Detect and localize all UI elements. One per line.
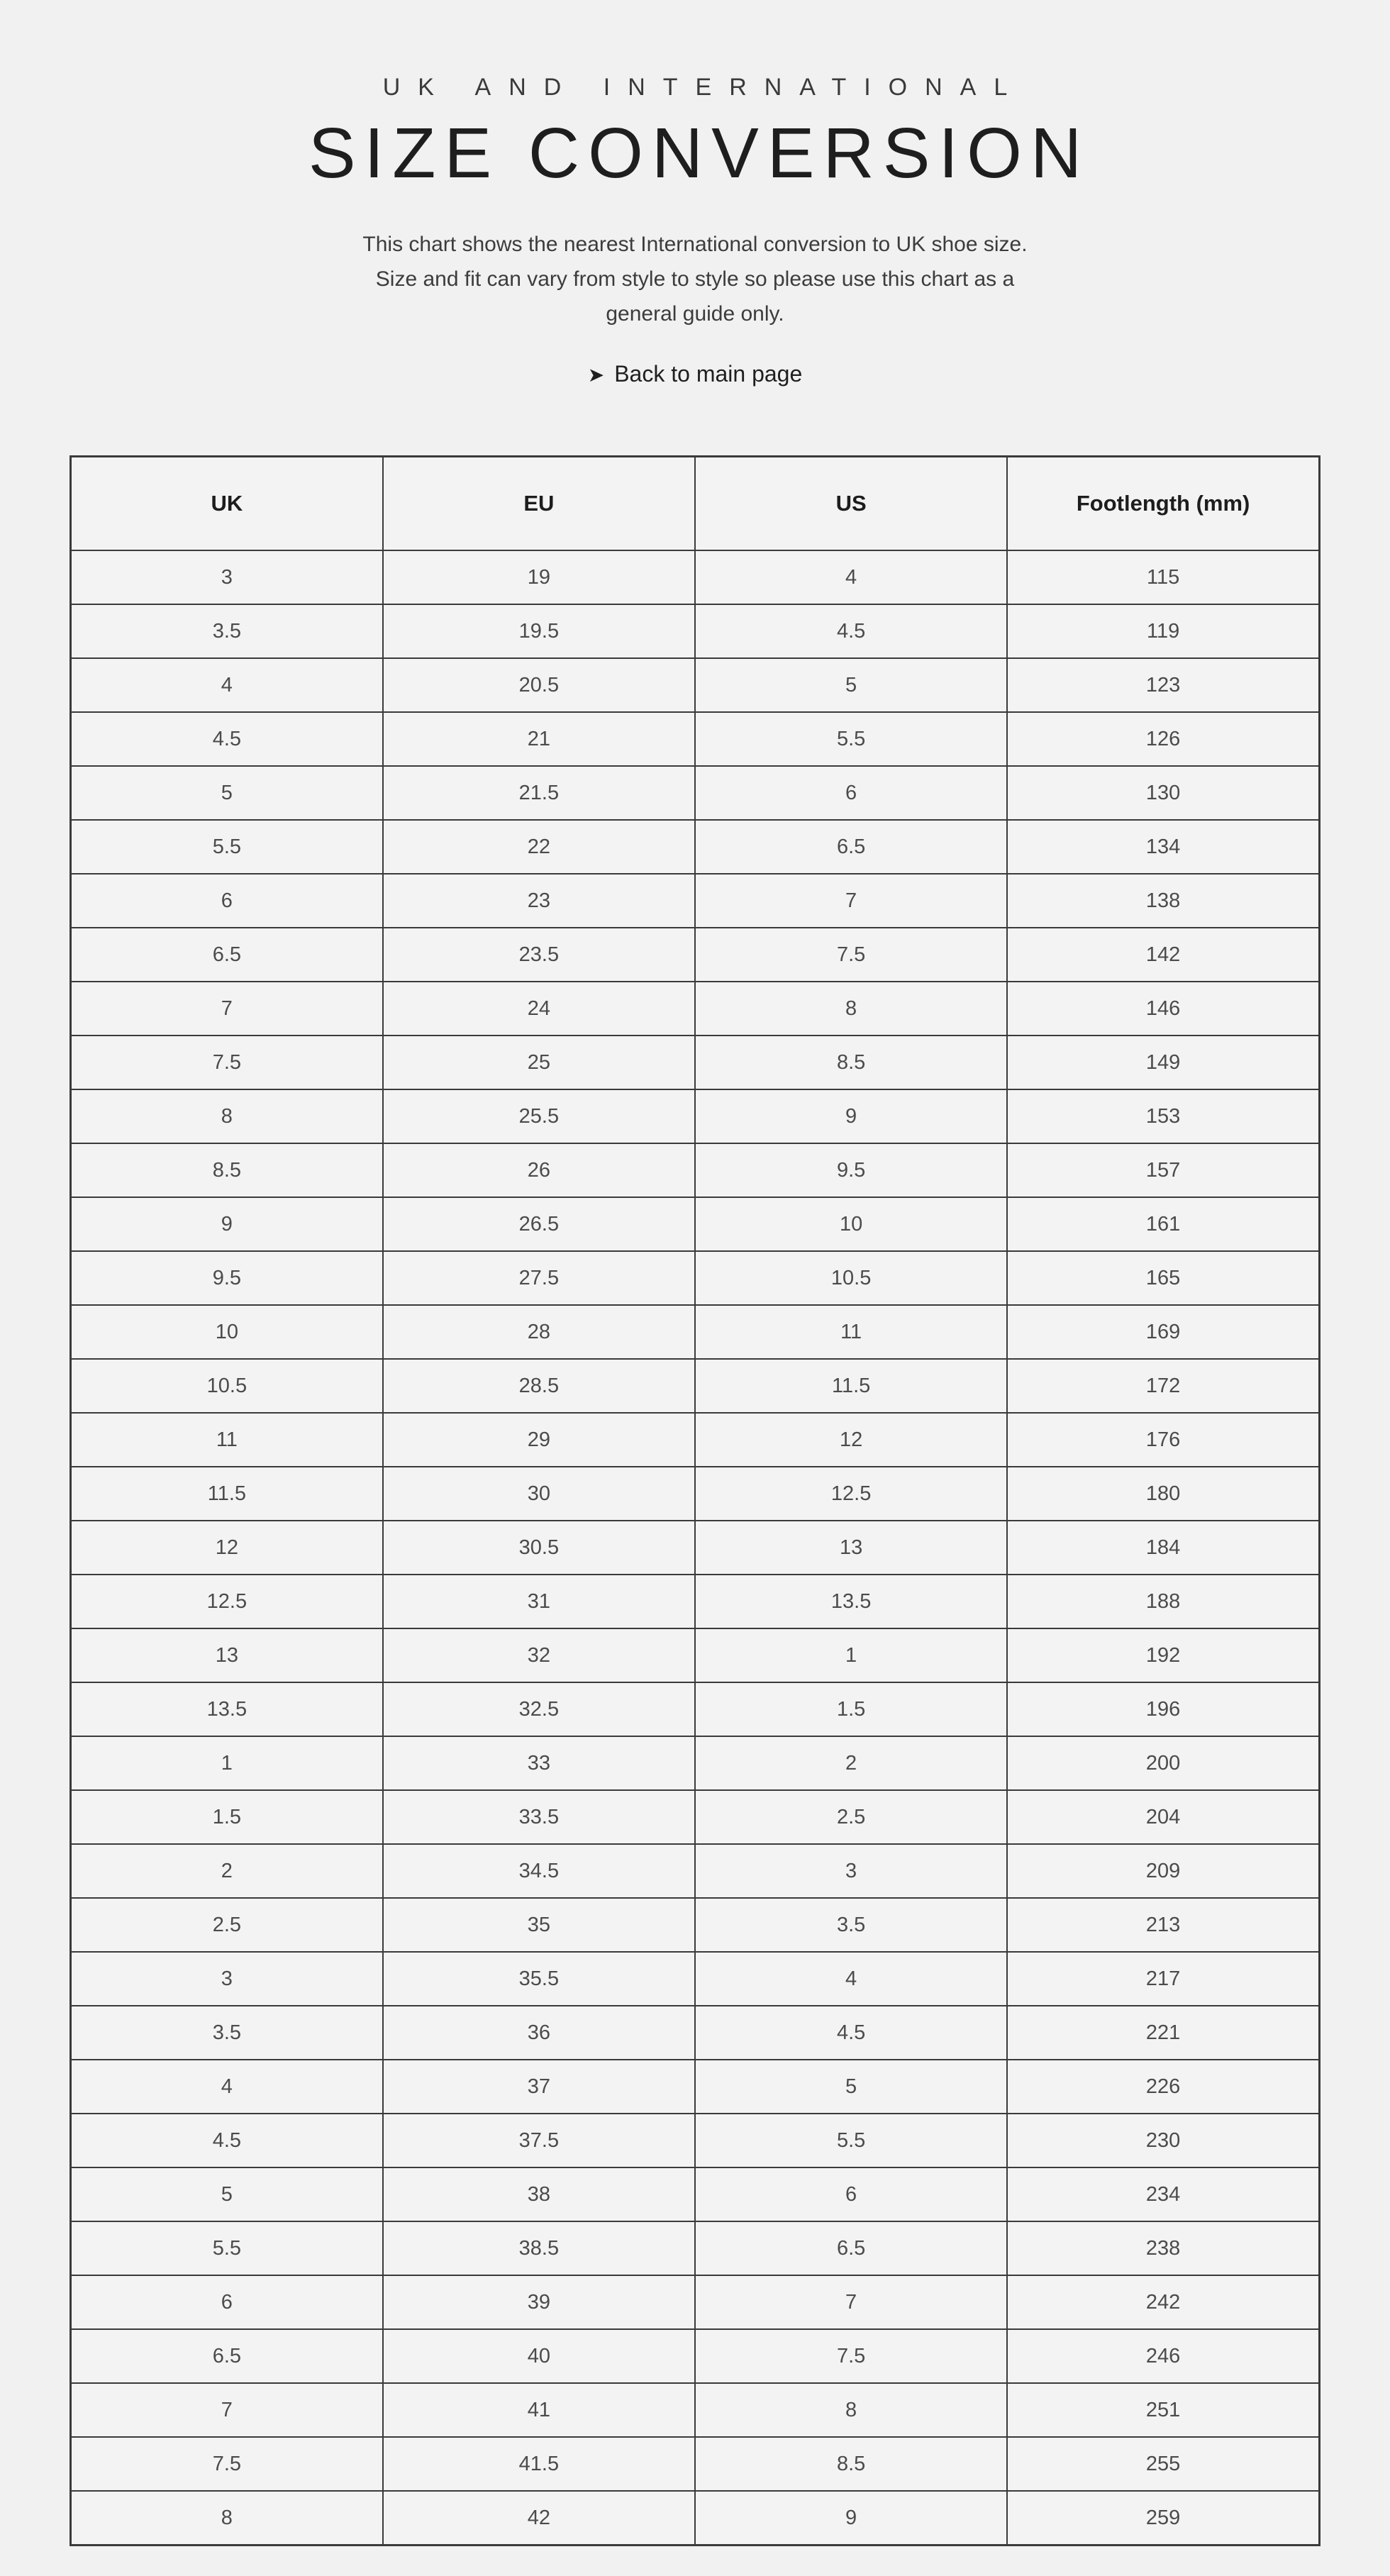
table-cell: 157 [1007,1143,1319,1197]
table-cell: 11 [695,1305,1007,1359]
table-cell: 6 [695,766,1007,820]
table-cell: 28.5 [383,1359,695,1413]
description-line: general guide only. [606,302,784,326]
table-cell: 12.5 [71,1575,383,1628]
table-cell: 115 [1007,550,1319,604]
eyebrow-title: UK AND INTERNATIONAL [382,74,1025,101]
table-row [71,1952,1320,2006]
table-cell: 7.5 [695,2329,1007,2383]
table-cell: 8.5 [695,2437,1007,2491]
table-row [71,658,1320,712]
table-cell: 40 [383,2329,695,2383]
table-cell: 27.5 [383,1251,695,1305]
table-cell: 4 [695,1952,1007,2006]
table-cell: 7 [71,2383,383,2437]
table-cell: 4.5 [71,712,383,766]
table-row [71,1305,1320,1359]
table-row [71,982,1320,1036]
table-cell: 41 [383,2383,695,2437]
back-link-label: Back to main page [614,361,803,387]
table-cell: 35 [383,1898,695,1952]
table-cell: 23.5 [383,928,695,982]
table-cell: 213 [1007,1898,1319,1952]
table-cell: 217 [1007,1952,1319,2006]
column-header-footlength-mm: Footlength (mm) [1007,457,1319,551]
table-cell: 13.5 [695,1575,1007,1628]
table-row [71,2060,1320,2114]
table-cell: 221 [1007,2006,1319,2060]
table-cell: 5.5 [695,712,1007,766]
table-cell: 21.5 [383,766,695,820]
table-cell: 6 [71,874,383,928]
table-row [71,2006,1320,2060]
table-cell: 13.5 [71,1682,383,1736]
table-cell: 20.5 [383,658,695,712]
table-cell: 226 [1007,2060,1319,2114]
description-line: This chart shows the nearest International conversion to UK shoe size. [362,233,1028,256]
table-cell: 9 [695,1089,1007,1143]
column-header-eu: EU [383,457,695,551]
table-cell: 7.5 [71,2437,383,2491]
table-row [71,1575,1320,1628]
table-row [71,1089,1320,1143]
column-header-us: US [695,457,1007,551]
table-cell: 25 [383,1036,695,1089]
table-row [71,1790,1320,1844]
table-cell: 204 [1007,1790,1319,1844]
table-cell: 12 [695,1413,1007,1467]
table-cell: 10 [695,1197,1007,1251]
table-cell: 34.5 [383,1844,695,1898]
table-cell: 28 [383,1305,695,1359]
table-cell: 32.5 [383,1682,695,1736]
table-cell: 119 [1007,604,1319,658]
table-cell: 5.5 [71,2221,383,2275]
table-cell: 3 [71,1952,383,2006]
table-cell: 255 [1007,2437,1319,2491]
table-cell: 13 [695,1521,1007,1575]
table-cell: 8 [695,2383,1007,2437]
table-cell: 134 [1007,820,1319,874]
table-cell: 8.5 [71,1143,383,1197]
table-row [71,1898,1320,1952]
table-cell: 39 [383,2275,695,2329]
table-cell: 5.5 [695,2114,1007,2167]
table-cell: 36 [383,2006,695,2060]
table-cell: 1.5 [71,1790,383,1844]
table-row [71,928,1320,982]
table-cell: 5 [71,766,383,820]
table-cell: 9 [71,1197,383,1251]
table-cell: 130 [1007,766,1319,820]
table-cell: 7 [695,874,1007,928]
table-head [71,457,1320,551]
table-cell: 6.5 [695,2221,1007,2275]
table-cell: 6 [71,2275,383,2329]
table-row [71,820,1320,874]
table-cell: 10.5 [695,1251,1007,1305]
table-cell: 29 [383,1413,695,1467]
arrow-right-icon: ➤ [587,364,605,386]
table-row [71,874,1320,928]
table-cell: 9 [695,2491,1007,2546]
table-row [71,1844,1320,1898]
table-cell: 31 [383,1575,695,1628]
table-cell: 172 [1007,1359,1319,1413]
table-cell: 3.5 [71,2006,383,2060]
table-cell: 35.5 [383,1952,695,2006]
table-row [71,2167,1320,2221]
table-cell: 42 [383,2491,695,2546]
table-row [71,1197,1320,1251]
table-row [71,2275,1320,2329]
table-cell: 21 [383,712,695,766]
table-cell: 4.5 [695,2006,1007,2060]
table-cell: 5 [695,2060,1007,2114]
table-cell: 4.5 [71,2114,383,2167]
table-cell: 142 [1007,928,1319,982]
table-cell: 10.5 [71,1359,383,1413]
table-cell: 184 [1007,1521,1319,1575]
table-cell: 1 [71,1736,383,1790]
table-cell: 230 [1007,2114,1319,2167]
table-cell: 38 [383,2167,695,2221]
table-cell: 5 [71,2167,383,2221]
column-header-uk: UK [71,457,383,551]
table-cell: 11.5 [695,1359,1007,1413]
table-row [71,2221,1320,2275]
table-cell: 3.5 [71,604,383,658]
table-cell: 11 [71,1413,383,1467]
table-cell: 33 [383,1736,695,1790]
table-cell: 1 [695,1628,1007,1682]
page-title: SIZE CONVERSION [308,113,1091,193]
table-cell: 10 [71,1305,383,1359]
back-link-row [0,331,1390,387]
table-cell: 180 [1007,1467,1319,1521]
table-row [71,604,1320,658]
table-cell: 238 [1007,2221,1319,2275]
table-row [71,766,1320,820]
table-row [71,1467,1320,1521]
table-cell: 8 [695,982,1007,1036]
table-cell: 192 [1007,1628,1319,1682]
table-cell: 6.5 [695,820,1007,874]
table-cell: 4 [695,550,1007,604]
description-text [269,227,1121,331]
table-cell: 30.5 [383,1521,695,1575]
table-row [71,1521,1320,1575]
table-cell: 37.5 [383,2114,695,2167]
table-row [71,1251,1320,1305]
table-cell: 4.5 [695,604,1007,658]
table-row [71,1413,1320,1467]
table-cell: 4 [71,2060,383,2114]
table-row [71,2437,1320,2491]
table-cell: 23 [383,874,695,928]
table-cell: 11.5 [71,1467,383,1521]
size-conversion-table [70,455,1320,2546]
table-cell: 3 [695,1844,1007,1898]
table-cell: 8 [71,1089,383,1143]
table-cell: 7 [695,2275,1007,2329]
table-cell: 1.5 [695,1682,1007,1736]
table-cell: 5.5 [71,820,383,874]
table-body [71,550,1320,2546]
table-cell: 8.5 [695,1036,1007,1089]
table-row [71,1359,1320,1413]
table-cell: 188 [1007,1575,1319,1628]
table-cell: 234 [1007,2167,1319,2221]
table-cell: 32 [383,1628,695,1682]
table-row [71,1736,1320,1790]
table-cell: 153 [1007,1089,1319,1143]
table-cell: 6.5 [71,2329,383,2383]
table-cell: 2 [71,1844,383,1898]
table-cell: 12 [71,1521,383,1575]
table-cell: 7.5 [71,1036,383,1089]
table-cell: 6 [695,2167,1007,2221]
table-row [71,550,1320,604]
table-row [71,712,1320,766]
table-row [71,1143,1320,1197]
table-cell: 19 [383,550,695,604]
back-to-main-page-link[interactable] [588,361,803,387]
table-cell: 242 [1007,2275,1319,2329]
table-cell: 2.5 [695,1790,1007,1844]
table-header-row [71,457,1320,551]
table-cell: 138 [1007,874,1319,928]
table-cell: 5 [695,658,1007,712]
table-cell: 19.5 [383,604,695,658]
table-cell: 246 [1007,2329,1319,2383]
table-cell: 169 [1007,1305,1319,1359]
table-row [71,2329,1320,2383]
table-cell: 9.5 [71,1251,383,1305]
table-cell: 13 [71,1628,383,1682]
table-row [71,1682,1320,1736]
table-cell: 9.5 [695,1143,1007,1197]
table-cell: 30 [383,1467,695,1521]
table-cell: 26.5 [383,1197,695,1251]
table-cell: 6.5 [71,928,383,982]
table-cell: 176 [1007,1413,1319,1467]
table-row [71,2491,1320,2546]
table-cell: 2.5 [71,1898,383,1952]
table-cell: 8 [71,2491,383,2546]
table-row [71,1628,1320,1682]
table-cell: 12.5 [695,1467,1007,1521]
table-cell: 3.5 [695,1898,1007,1952]
table-cell: 2 [695,1736,1007,1790]
description-line: Size and fit can vary from style to style so please use this chart as a [375,267,1015,291]
table-cell: 3 [71,550,383,604]
table-cell: 209 [1007,1844,1319,1898]
table-cell: 161 [1007,1197,1319,1251]
table-cell: 196 [1007,1682,1319,1736]
table-cell: 26 [383,1143,695,1197]
table-row [71,1036,1320,1089]
table-cell: 37 [383,2060,695,2114]
table-row [71,2383,1320,2437]
table-cell: 33.5 [383,1790,695,1844]
table-cell: 41.5 [383,2437,695,2491]
table-cell: 4 [71,658,383,712]
table-row [71,2114,1320,2167]
table-cell: 123 [1007,658,1319,712]
table-cell: 22 [383,820,695,874]
table-cell: 149 [1007,1036,1319,1089]
table-cell: 7 [71,982,383,1036]
table-cell: 200 [1007,1736,1319,1790]
page-header [0,0,1390,387]
table-cell: 126 [1007,712,1319,766]
table-cell: 165 [1007,1251,1319,1305]
table-cell: 7.5 [695,928,1007,982]
table-cell: 146 [1007,982,1319,1036]
table-cell: 259 [1007,2491,1319,2546]
table-cell: 251 [1007,2383,1319,2437]
table-cell: 24 [383,982,695,1036]
table-cell: 25.5 [383,1089,695,1143]
table-cell: 38.5 [383,2221,695,2275]
